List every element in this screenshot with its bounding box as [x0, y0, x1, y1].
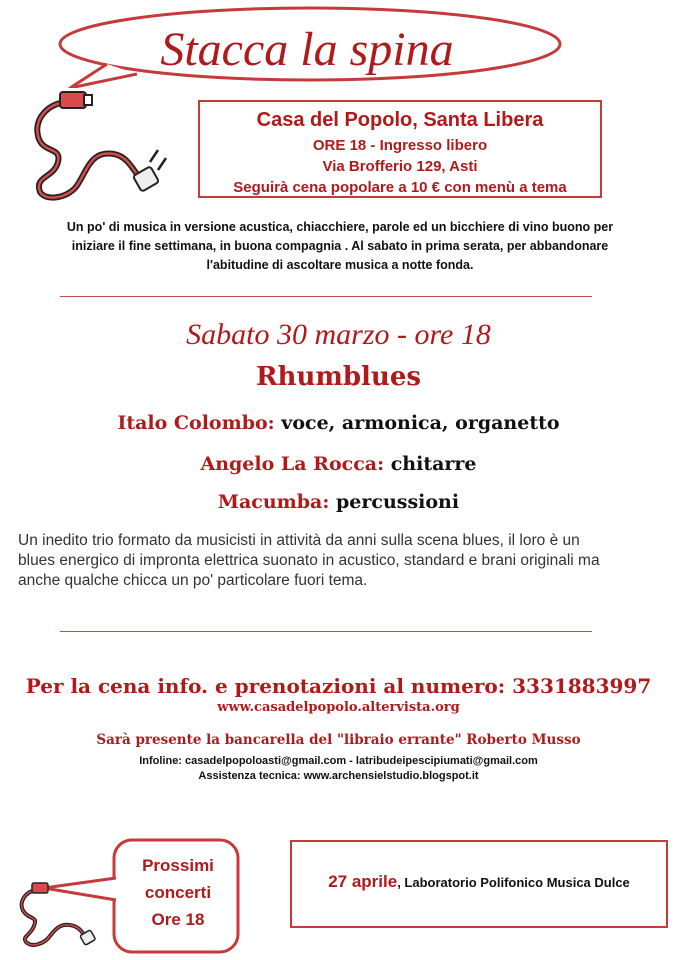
venue-time: ORE 18 - Ingresso libero [312, 137, 488, 154]
plug-cable-icon [18, 84, 168, 204]
member-name: Macumba: [217, 491, 330, 513]
band-member [0, 491, 677, 513]
band-name: Rhumblues [255, 362, 422, 392]
booking-info: Per la cena info. e prenotazioni al numero: 3331883997 [25, 674, 652, 698]
band-description [18, 531, 648, 591]
description-line: Un inedito trio formato da musicisti in attività da anni sulla scena blues, il loro è un [18, 532, 580, 549]
next-concerts-label: concerti [144, 883, 212, 902]
member-role: percussioni [329, 491, 460, 513]
band-member [0, 412, 677, 434]
venue-dinner: Seguirà cena popolare a 10 € con menù a tema [233, 179, 567, 196]
next-concert-info [290, 872, 668, 892]
band-member [0, 453, 677, 475]
next-concert-date: 27 aprile [328, 872, 398, 891]
divider [60, 631, 592, 632]
event-date: Sabato 30 marzo - ore 18 [186, 318, 491, 351]
next-concerts-time: Ore 18 [151, 910, 205, 929]
intro-paragraph [20, 218, 660, 275]
member-name: Angelo La Rocca: [200, 453, 385, 475]
member-role: voce, armonica, organetto [274, 412, 560, 434]
poster-title: Stacca la spina [160, 23, 454, 76]
next-concert-event: , Laboratorio Polifonico Musica Dulce [397, 875, 630, 890]
divider [60, 296, 592, 297]
website-link[interactable]: www.casadelpopolo.altervista.org [217, 700, 460, 715]
description-line: anche qualche chicca un po' particolare fuori tema. [18, 572, 368, 589]
venue-name: Casa del Popolo, Santa Libera [256, 109, 544, 131]
next-concerts-label: Prossimi [142, 856, 214, 875]
plug-cable-icon [14, 878, 98, 950]
tech-support: Assistenza tecnica: www.archensielstudio.blogspot.it [198, 770, 479, 782]
bookstall-note: Sarà presente la bancarella del "libraio errante" Roberto Musso [96, 732, 581, 748]
venue-address: Via Brofferio 129, Asti [322, 158, 478, 175]
intro-line: l'abitudine di ascoltare musica a notte fonda. [206, 258, 474, 272]
member-role: chitarre [384, 453, 477, 475]
intro-line: iniziare il fine settimana, in buona compagnia . Al sabato in prima serata, per abbandonare [71, 239, 609, 253]
description-line: blues energico di impronta elettrica suonato in acustico, standard e brani originali ma [18, 552, 600, 569]
intro-line: Un po' di musica in versione acustica, chiacchiere, parole ed un bicchiere di vino buono per [66, 220, 614, 234]
member-name: Italo Colombo: [117, 412, 275, 434]
infoline: Infoline: casadelpopoloasti@gmail.com - latribudeipescipiumati@gmail.com [139, 755, 538, 767]
